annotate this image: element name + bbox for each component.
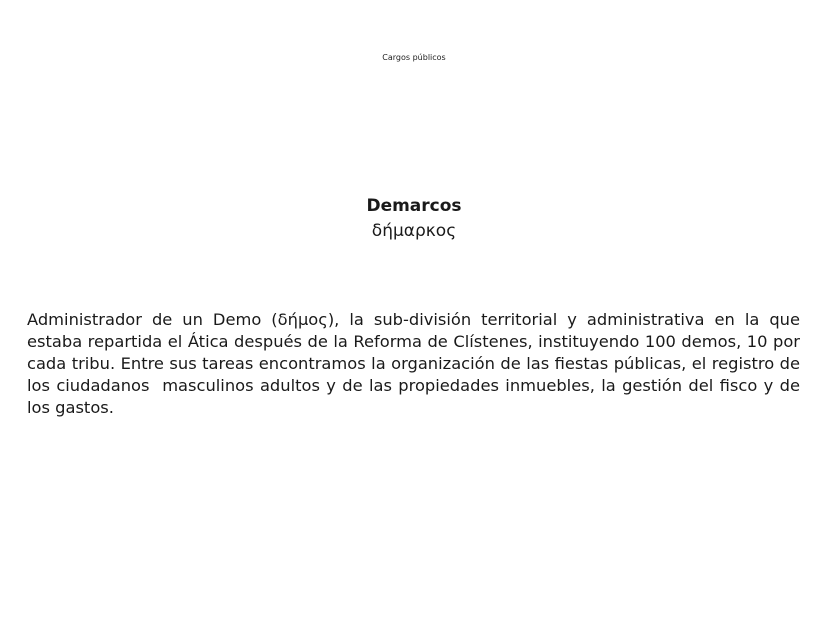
entry-title: Demarcos [366,196,462,216]
entry-heading [0,194,828,244]
running-header: Cargos públicos [382,53,446,62]
entry-definition: Administrador de un Demo (δήμος), la sub-división territorial y administrativa en la que estaba repartida el Ática después de la Reforma de Clístenes, instituyendo 100 demos, 10 por cada tribu. Entre sus tareas encontramos la organización de las fiestas públicas, el registro de los ciudadanos masculinos adultos y de las propiedades inmuebles, la gestión del fisco y de los gastos. [27,310,806,417]
entry-greek-term: δήμαρκος [371,221,457,241]
